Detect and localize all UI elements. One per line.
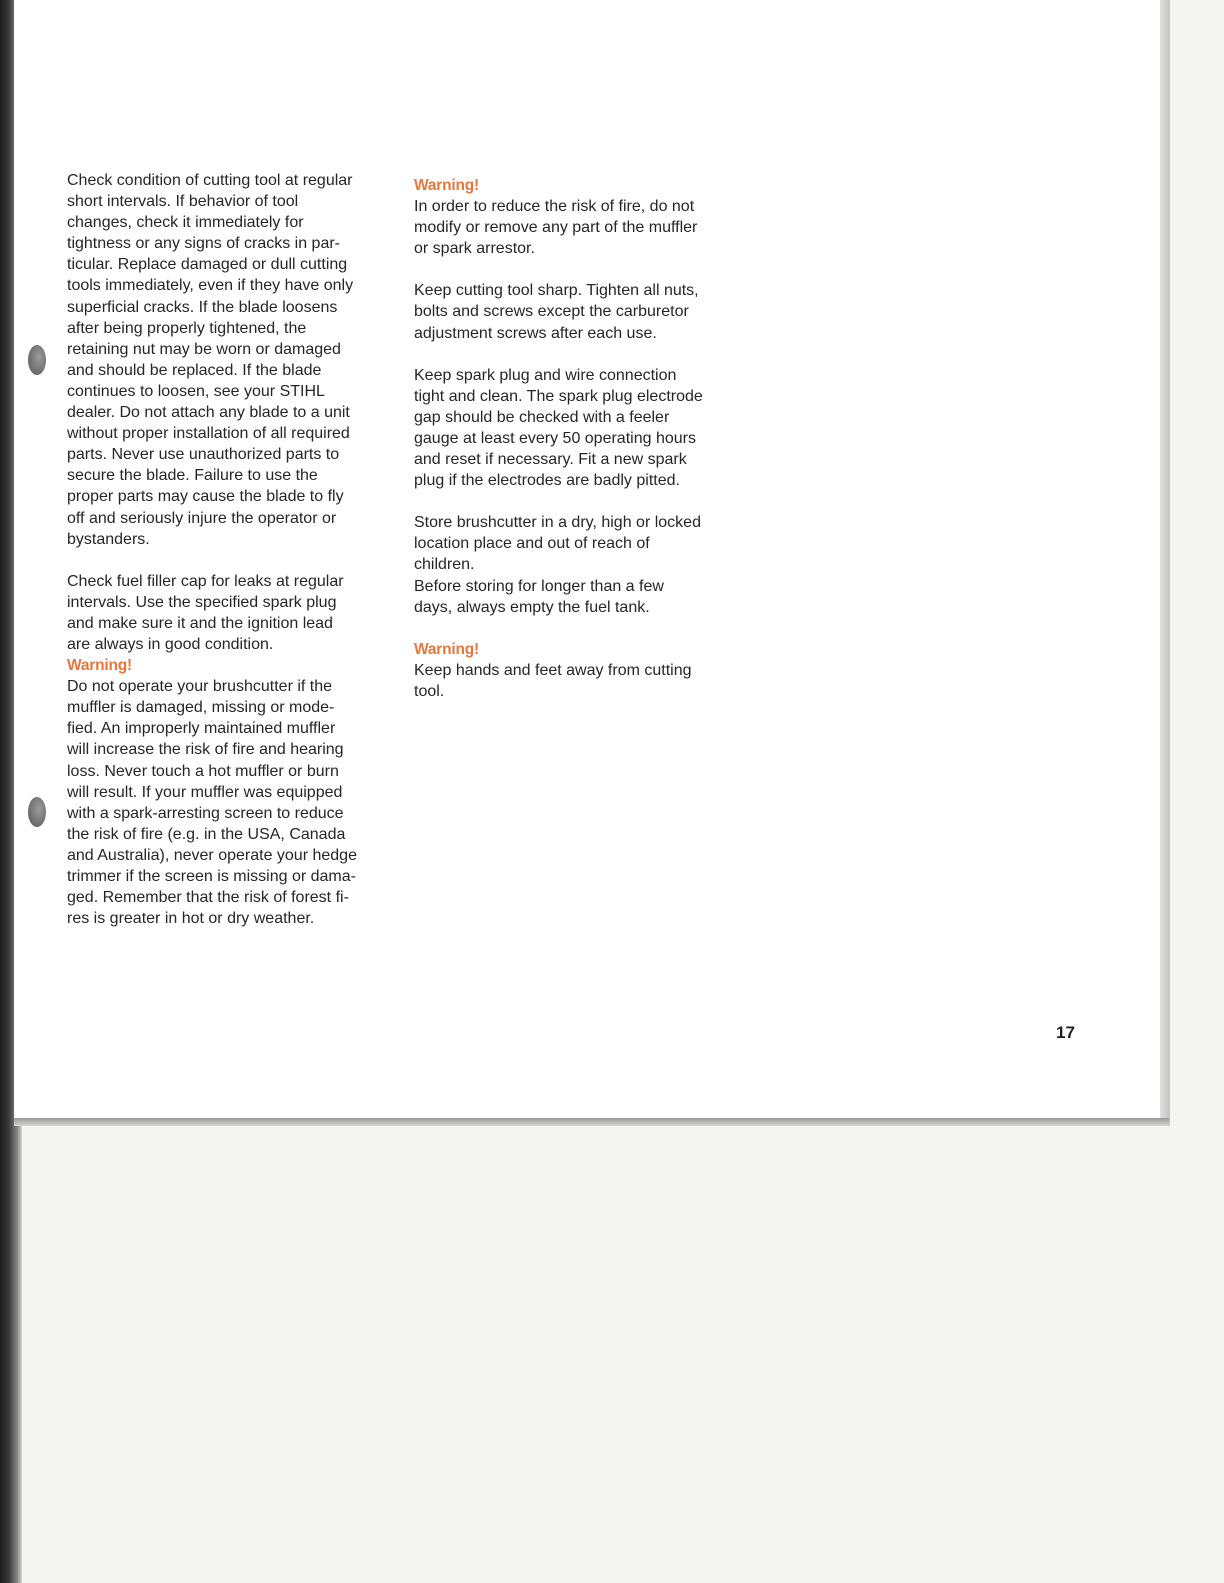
warning-label-muffler: Warning! bbox=[67, 657, 132, 675]
binder-hole-top bbox=[28, 345, 46, 375]
storage-paragraph: Store brushcutter in a dry, high or locked location place and out of reach of children. Before storing for longer than a few days, always empty the fuel tank. bbox=[414, 514, 701, 616]
warning-label-hands-feet: Warning! bbox=[414, 640, 479, 658]
paragraph-gap bbox=[414, 618, 734, 639]
page-number: 17 bbox=[1056, 1023, 1075, 1042]
paragraph-gap bbox=[414, 259, 734, 280]
hands-feet-paragraph: Keep hands and feet away from cutting tool. bbox=[414, 661, 692, 700]
right-text-column bbox=[414, 170, 734, 702]
left-text-column bbox=[67, 170, 387, 929]
fire-risk-paragraph: In order to reduce the risk of fire, do not modify or remove any part of the muffler or spark arrestor. bbox=[414, 198, 698, 258]
muffler-warning-paragraph: Do not operate your brushcutter if the muffler is damaged, missing or mode- fied. An improperly maintained muffler will increase the risk of fire and hearing loss. Never touch a hot muffler or burn will result. If your muffler was equipped with a spark-arresting screen to reduce the risk of fire (e.g. in the USA, Canada and Australia), never operate your hedge trimmer if the screen is missing or dama- ged. Remember that the risk of forest fi- res is greater in hot or dry weather. bbox=[67, 678, 357, 928]
paragraph-gap bbox=[414, 491, 734, 512]
cutting-tool-sharp-paragraph: Keep cutting tool sharp. Tighten all nuts, bolts and screws except the carburetor adjustment screws after each use. bbox=[414, 282, 699, 342]
paragraph-gap bbox=[414, 344, 734, 365]
binder-hole-bottom bbox=[28, 797, 46, 827]
page-right-edge bbox=[1160, 0, 1170, 1126]
page-bottom-edge bbox=[14, 1118, 1169, 1126]
fuel-cap-check-paragraph: Check fuel filler cap for leaks at regular intervals. Use the specified spark plug and make sure it and the ignition lead are always in good condition. bbox=[67, 572, 344, 653]
cutting-tool-check-paragraph: Check condition of cutting tool at regular short intervals. If behavior of tool changes, check it immediately for tightness or any signs of cracks in par- ticular. Replace damaged or dull cutting tools immediately, even if they have only superficial cracks. If the blade loosens after being properly tightened, the retaining nut may be worn or damaged and should be replaced. If the blade continues to loosen, see your STIHL dealer. Do not attach any blade to a unit without proper installation of all required parts. Never use unauthorized parts to secure the blade. Failure to use the proper parts may cause the blade to fly off and seriously injure the operator or bystanders. bbox=[67, 172, 354, 548]
paragraph-gap bbox=[67, 550, 387, 571]
spark-plug-paragraph: Keep spark plug and wire connection tight and clean. The spark plug electrode gap should be checked with a feeler gauge at least every 50 operating hours and reset if necessary. Fit a new spark plug if the electrodes are badly pitted. bbox=[414, 366, 703, 490]
warning-label-fire: Warning! bbox=[414, 177, 479, 194]
